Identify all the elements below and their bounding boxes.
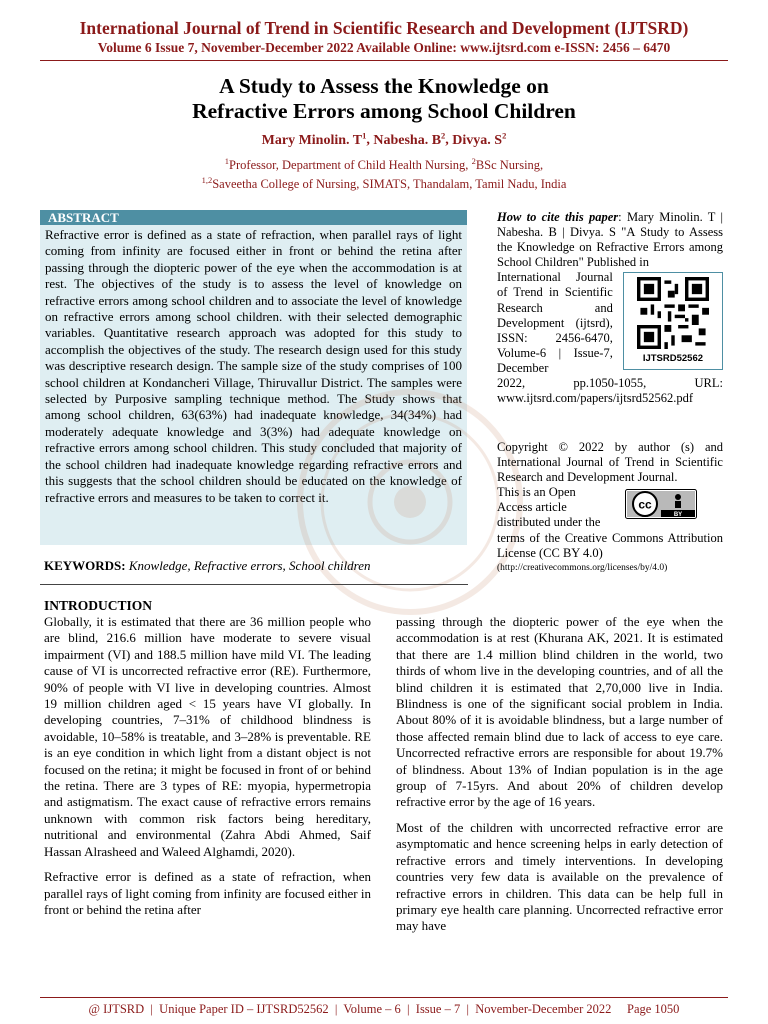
intro-paragraph-1: Globally, it is estimated that there are 36 million people who are blind, 216.6 million have moderate to severe visual impairment (VI) and 188.5 million have mild VI. The leading cause of VI is uncorrected refractive error (RE). Furthermore, 90% of people with VI live in developing countries. Almost 19 million children aged < 15 years have VI globally. In developing countries, 7–31% of childhood blindness is avoidable, 10–58% is treatable, and 3–28% is preventable. RE is an eye condition in which light from a distant object is not focused on the retina; it might be focused in front of or behind the retina. There are 3 types of RE: myopia, hypermetropia and astigmatism. The exact cause of refractive errors remains unknown with common risk factors being hereditary, nutritional and environmental (Zahra Abdi Ahmed, Saif Hassan Alrasheed and Waleed Alghamdi, 2020). <box>44 614 371 859</box>
author-3: Divya. $S^2$ <box>452 130 507 148</box>
abstract-heading: ABSTRACT <box>40 210 467 225</box>
copyright-box <box>497 440 723 576</box>
citation-text-mid: International Journal of Trend in Scientific Research and Development (ijtsrd), ISSN: 2456-6470, Volume-6 | Issue-7, December <box>497 270 613 375</box>
journal-name: International Journal of Trend in Scientific Research and Development (IJTSRD) <box>79 18 689 38</box>
intro-paragraph-3: passing through the diopteric power of the eye when the accommodation is at rest (Khurana AK, 2021. It is estimated that there are 1.4 million blind children in the world, two thirds of whom live in the developing countries, and of all the blind children it is estimated that 2,70,000 live in India. Blindness is one of the significant social problem in India. About 80% of it is avoidable blindness, but a large number of those affected remain blind due to lack of access to eye care. Uncorrected refractive errors are responsible for about 19.7% of blindness. About 13% of Indian population is in the age group of 7-15yrs. And about 20% of children develop refractive error by the age of 16 years. <box>396 614 723 810</box>
citation-text-top: : Mary Minolin. T | Nabesha. B | Divya. S "A Study to Assess the Knowledge on Refractive Errors among School Children" Published in <box>497 210 723 270</box>
journal-volume-info: Volume 6 Issue 7, November-December 2022 Available Online: www.ijtsrd.com e-ISSN: 2456 – 6470 <box>97 40 671 55</box>
author-2: Nabesha. $B^2$ <box>373 130 446 148</box>
copyright-text-mid: This is an Open Access article distributed under the <box>497 485 601 530</box>
keywords-rule <box>40 584 468 585</box>
license-url[interactable]: (http://creativecommons.org/licenses/by/4.0) <box>497 562 668 573</box>
intro-right-column <box>396 614 723 944</box>
cc-by-license-icon[interactable] <box>625 489 697 519</box>
title-line-1: A Study to Assess the Knowledge on <box>219 74 549 98</box>
keywords-label: KEYWORDS: <box>44 558 126 573</box>
abstract-body: Refractive error is defined as a state of refraction, when parallel rays of light coming from infinity are focused either in front or behind the retina after passing through the diopteric power of the eye when the accommodation is at rest. The objectives of the study is to assess the level of knowledge on refractive errors among school children and to associate the level of knowledge on refractive errors among school children. with their selected demographic variables. Quantitative research approach was adopted for this study to accomplish the objectives of the study. The research design used for this study was descriptive research design. The sample size of the study comprises of 100 school children at Kondancheri Village, Thiruvallur District. The samples were selected by Purposive sampling technique method. The Study shows that among school children, 63(63%) had inadequate knowledge, 34(34%) had moderately adequate knowledge and 3(3%) had adequate knowledge on refractive errors among school children. This study concluded that majority of the school children had inadequate knowledge regarding refractive errors and this suggests that the school children should be educated on the knowledge of refractive errors and measures to be taken to correct it. <box>40 225 467 545</box>
keywords <box>44 558 469 574</box>
citation-label: How to cite this paper <box>497 210 619 224</box>
footer-rule <box>40 997 728 998</box>
journal-seal-watermark <box>290 382 530 622</box>
header-rule <box>40 60 728 61</box>
keywords-text: Knowledge, Refractive errors, School children <box>125 558 371 573</box>
copyright-text-top: Copyright © 2022 by author (s) and International Journal of Trend in Scientific Research and Development Journal. <box>497 440 723 485</box>
affiliation-2: $^{1,2}$Saveetha College of Nursing, SIMATS, Thandalam, Tamil Nadu, India <box>201 175 567 192</box>
intro-paragraph-2: Refractive error is defined as a state of refraction, when parallel rays of light coming from infinity are focused either in front or behind the retina after <box>44 869 371 917</box>
paper-title <box>0 74 768 124</box>
page-footer: @ IJTSRD | Unique Paper ID – IJTSRD52562 | Volume – 6 | Issue – 7 | November-December 2022 Page 1050 <box>88 1002 680 1016</box>
qr-code-icon <box>637 277 709 349</box>
citation-text-bottom: 2022, pp.1050-1055, URL: www.ijtsrd.com/papers/ijtsrd52562.pdf <box>497 376 723 406</box>
qr-label: IJTSRD52562 <box>642 353 704 365</box>
citation-box <box>497 210 723 406</box>
title-line-2: Refractive Errors among School Children <box>192 99 576 123</box>
copyright-text-bottom: terms of the Creative Commons Attribution License (CC BY 4.0) <box>497 530 723 560</box>
authors: Mary Minolin. $T^1$, Nabesha. $B^2$, Divya. $S^2$ <box>261 130 507 148</box>
cc-icon-text: cc <box>638 497 652 512</box>
author-1: Mary Minolin. $T^1$ <box>261 130 367 148</box>
affiliation-1: $^1$Professor, Department of Child Health Nursing, $^2$BSc Nursing, <box>224 156 544 173</box>
introduction-heading: INTRODUCTION <box>44 598 153 613</box>
intro-paragraph-4: Most of the children with uncorrected refractive error are asymptomatic and hence screening helps in early detection of refractive errors and timely interventions. In developing countries very few data is available on the prevalence of refractive errors in children. This data can be help full in primary eye health care planning. Uncorrected refractive error may have <box>396 819 723 934</box>
intro-left-column <box>44 614 371 927</box>
qr-code[interactable] <box>623 272 723 370</box>
by-icon-text: BY <box>673 512 683 519</box>
